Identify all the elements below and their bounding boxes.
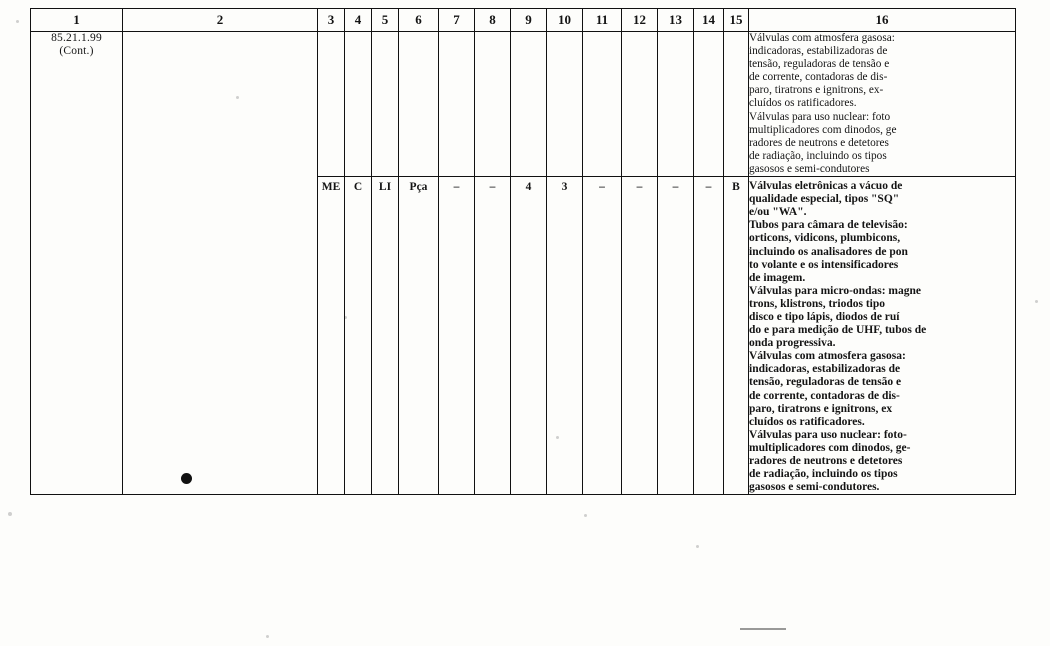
column-header-6: 6 (399, 9, 439, 32)
cell-col8-top (475, 32, 511, 177)
desc-line: gasosos e semi-condutores. (749, 481, 880, 494)
desc-line: indicadoras, estabilizadoras de (749, 45, 888, 58)
desc-line: Válvulas com atmosfera gasosa: (749, 32, 895, 44)
desc-line: qualidade especial, tipos "SQ" (749, 193, 900, 206)
cell-col4: C (345, 177, 372, 495)
cell-col15: B (724, 177, 749, 495)
column-header-14: 14 (694, 9, 724, 32)
scan-artifact (740, 628, 786, 630)
tariff-code-line2: (Cont.) (59, 45, 94, 57)
desc-line: Válvulas para uso nuclear: foto- (749, 428, 907, 441)
cell-col12-top (622, 32, 658, 177)
scan-speck (584, 514, 587, 517)
desc-line: e/ou "WA". (749, 206, 807, 219)
product-name-cell (123, 32, 318, 495)
description-cell-continued (749, 32, 1016, 177)
cell-col3-top (318, 32, 345, 177)
tariff-table (30, 8, 1016, 495)
column-header-4: 4 (345, 9, 372, 32)
column-header-2: 2 (123, 9, 318, 32)
cell-col10-top (547, 32, 583, 177)
desc-line: de radiação, incluindo os tipos (749, 468, 898, 481)
scan-speck (696, 545, 699, 548)
cell-col5: LI (372, 177, 399, 495)
tariff-code-cell (31, 32, 123, 495)
desc-line: to volante e os intensificadores (749, 258, 899, 271)
scan-speck (266, 635, 269, 638)
desc-line: do e para medição de UHF, tubos de (749, 324, 927, 337)
desc-line: paro, tiratrons e ignitrons, ex- (749, 84, 884, 97)
column-header-10: 10 (547, 9, 583, 32)
scan-speck (8, 512, 12, 516)
cell-col11-top (583, 32, 622, 177)
scan-speck (1035, 300, 1038, 303)
desc-line: Válvulas com atmosfera gasosa: (749, 350, 906, 363)
cell-col9-top (511, 32, 547, 177)
column-header-16: 16 (749, 9, 1016, 32)
cell-col6-top (399, 32, 439, 177)
desc-line: de corrente, contadoras de dis- (749, 389, 900, 402)
table-row (31, 32, 1016, 177)
cell-col15-top (724, 32, 749, 177)
desc-line: Válvulas eletrônicas a vácuo de (749, 180, 903, 193)
column-header-8: 8 (475, 9, 511, 32)
desc-line: paro, tiratrons e ignitrons, ex (749, 402, 893, 415)
ink-blot (181, 473, 192, 484)
desc-line: de corrente, contadoras de dis- (749, 71, 888, 84)
desc-line: incluindo os analisadores de pon (749, 245, 908, 258)
desc-line: de imagem. (749, 271, 806, 284)
cell-col3: ME (318, 177, 345, 495)
desc-line: multiplicadores com dinodos, ge (749, 123, 897, 136)
desc-line: de radiação, incluindo os tipos (749, 149, 887, 162)
column-header-5: 5 (372, 9, 399, 32)
column-header-7: 7 (439, 9, 475, 32)
desc-line: indicadoras, estabilizadoras de (749, 363, 901, 376)
column-header-11: 11 (583, 9, 622, 32)
cell-col9: 4 (511, 177, 547, 495)
cell-col6: Pça (399, 177, 439, 495)
desc-line: tensão, reguladoras de tensão e (749, 376, 902, 389)
desc-line: gasosos e semi-condutores (749, 162, 870, 175)
column-header-15: 15 (724, 9, 749, 32)
desc-line: tensão, reguladoras de tensão e (749, 58, 890, 71)
cell-col10: 3 (547, 177, 583, 495)
cell-col13: – (658, 177, 694, 495)
desc-line: Válvulas para uso nuclear: foto (749, 110, 891, 123)
cell-col12: – (622, 177, 658, 495)
cell-col4-top (345, 32, 372, 177)
desc-line: cluídos os ratificadores. (749, 415, 865, 428)
column-header-13: 13 (658, 9, 694, 32)
cell-col7: – (439, 177, 475, 495)
desc-line: Válvulas para micro-ondas: magne (749, 284, 921, 297)
scan-speck (16, 20, 19, 23)
column-header-3: 3 (318, 9, 345, 32)
column-header-9: 9 (511, 9, 547, 32)
cell-col13-top (658, 32, 694, 177)
desc-line: Tubos para câmara de televisão: (749, 219, 908, 232)
desc-line: multiplicadores com dinodos, ge- (749, 441, 911, 454)
table-header-row (31, 9, 1016, 32)
cell-col8: – (475, 177, 511, 495)
desc-line: radores de neutrons e detetores (749, 136, 889, 149)
cell-col11: – (583, 177, 622, 495)
desc-line: orticons, vidicons, plumbicons, (749, 232, 901, 245)
column-header-1: 1 (31, 9, 123, 32)
cell-col7-top (439, 32, 475, 177)
desc-line: radores de neutrons e detetores (749, 455, 903, 467)
description-cell (749, 177, 1016, 495)
cell-col5-top (372, 32, 399, 177)
desc-line: cluídos os ratificadores. (749, 97, 857, 110)
cell-col14: – (694, 177, 724, 495)
column-header-12: 12 (622, 9, 658, 32)
desc-line: trons, klistrons, triodos tipo (749, 297, 886, 310)
cell-col14-top (694, 32, 724, 177)
desc-line: disco e tipo lápis, diodos de ruí (749, 310, 900, 323)
tariff-code-line1: 85.21.1.99 (51, 32, 102, 44)
desc-line: onda progressiva. (749, 337, 836, 350)
